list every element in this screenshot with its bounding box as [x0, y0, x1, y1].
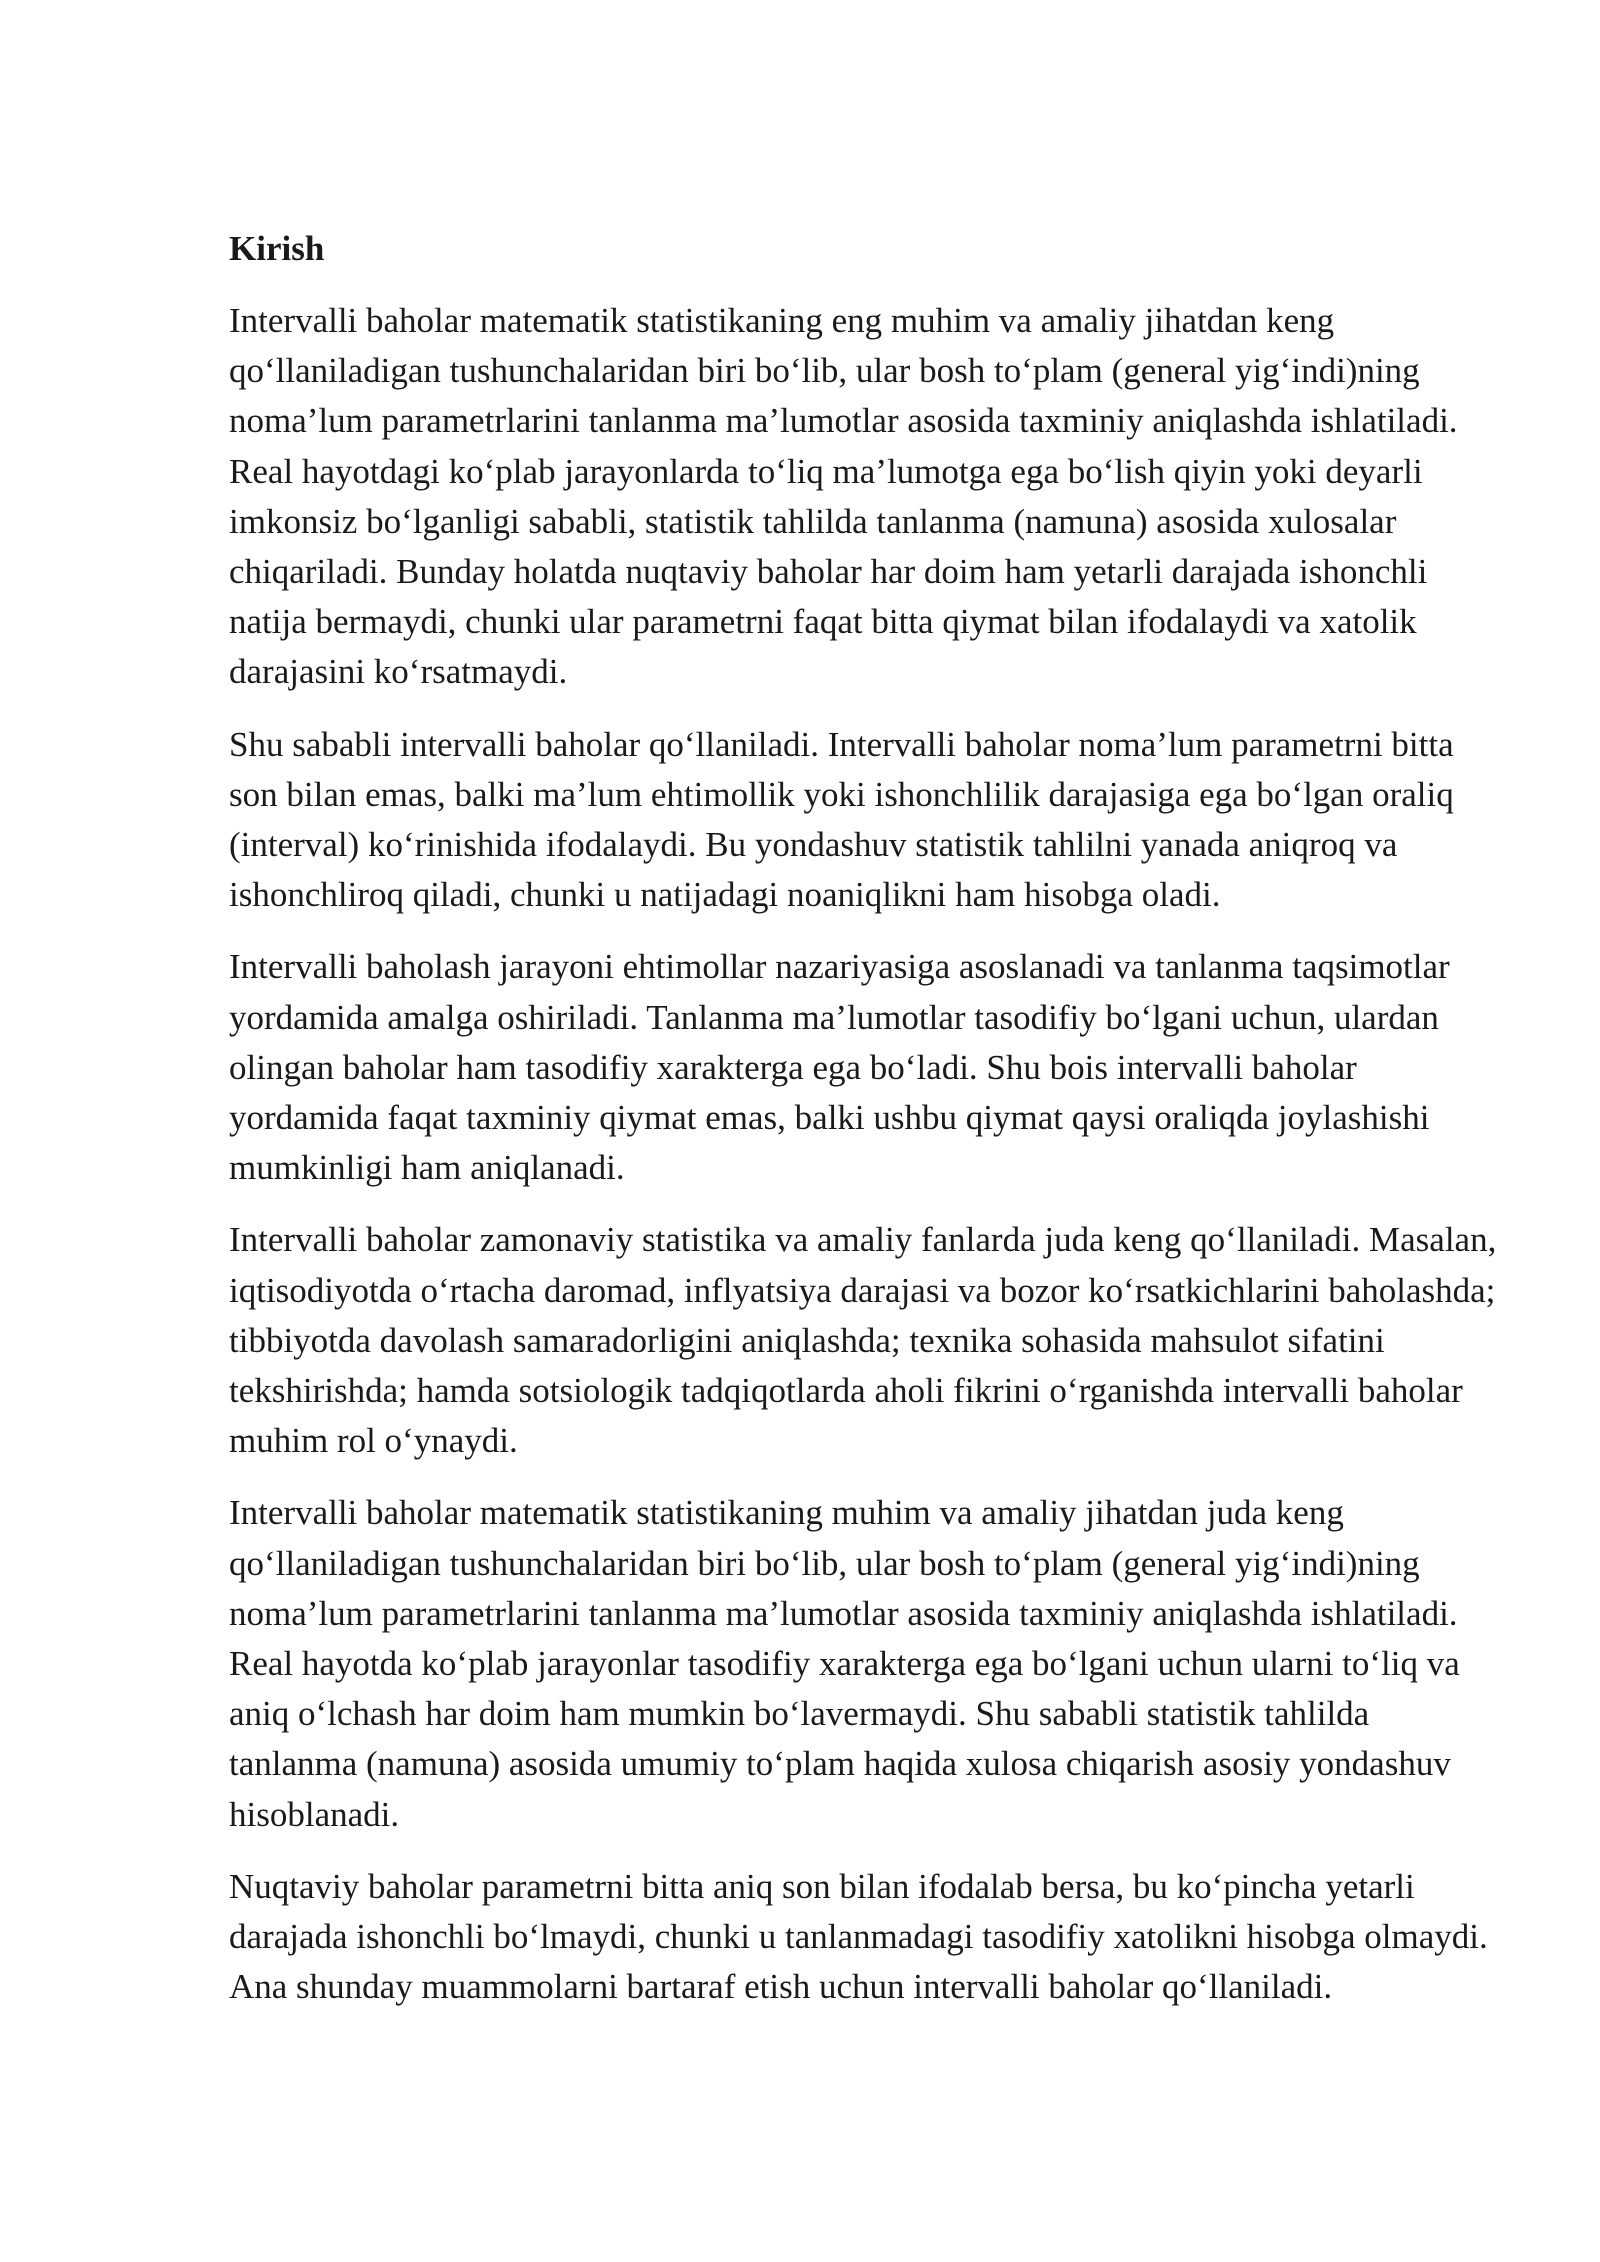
paragraph-6: Nuqtaviy baholar parametrni bitta aniq son bilan ifodalab bersa, bu ko‘pincha yetarli darajada ishonchli bo‘lmaydi, chunki u tanlanmadagi tasodifiy xatolikni hisobga olmaydi. Ana shunday muammolarni bartaraf etish uchun intervalli baholar qo‘llaniladi. — [229, 1866, 1488, 2007]
section-heading: Kirish — [229, 229, 325, 268]
paragraph-3: Intervalli baholash jarayoni ehtimollar nazariyasiga asoslanadi va tanlanma taqsimotlar yordamida amalga oshiriladi. Tanlanma ma’lumotlar tasodifiy bo‘lgani uchun, ulardan olingan baholar ham tasodifiy xarakterga ega bo‘ladi. Shu bois intervalli baholar yordamida faqat taxminiy qiymat emas, balki ushbu qiymat qaysi oraliqda joylashishi mumkinligi ham aniqlanadi. — [229, 947, 1450, 1188]
paragraph-5: Intervalli baholar matematik statistikaning muhim va amaliy jihatdan juda keng qo‘llaniladigan tushunchalaridan biri bo‘lib, ular bosh to‘plam (general yig‘indi)ning noma’lum parametrlarini tanlanma ma’lumotlar asosida taxminiy aniqlashda ishlatiladi. Real hayotda ko‘plab jarayonlar tasodifiy xarakterga ega bo‘lgani uchun ularni to‘liq va aniq o‘lchash har doim ham mumkin bo‘lavermaydi. Shu sababli statistik tahlilda tanlanma (namuna) asosida umumiy to‘plam haqida xulosa chiqarish asosiy yondashuv hisoblanadi. — [229, 1493, 1460, 1834]
document-body — [229, 224, 1504, 2035]
paragraph-4: Intervalli baholar zamonaviy statistika va amaliy fanlarda juda keng qo‘llaniladi. Masalan, iqtisodiyotda o‘rtacha daromad, inflyatsiya darajasi va bozor ko‘rsatkichlarini baholashda; tibbiyotda davolash samaradorligini aniqlashda; texnika sohasida mahsulot sifatini tekshirishda; hamda sotsiologik tadqiqotlarda aholi fikrini o‘rganishda intervalli baholar muhim rol o‘ynaydi. — [229, 1220, 1497, 1461]
paragraph-1: Intervalli baholar matematik statistikaning eng muhim va amaliy jihatdan keng qo‘llaniladigan tushunchalaridan biri bo‘lib, ular bosh to‘plam (general yig‘indi)ning noma’lum parametrlarini tanlanma ma’lumotlar asosida taxminiy aniqlashda ishlatiladi. Real hayotdagi ko‘plab jarayonlarda to‘liq ma’lumotga ega bo‘lish qiyin yoki deyarli imkonsiz bo‘lganligi sababli, statistik tahlilda tanlanma (namuna) asosida xulosalar chiqariladi. Bunday holatda nuqtaviy baholar har doim ham yetarli darajada ishonchli natija bermaydi, chunki ular parametrni faqat bitta qiymat bilan ifodalaydi va xatolik darajasini ko‘rsatmaydi. — [229, 301, 1458, 692]
paragraph-2: Shu sababli intervalli baholar qo‘llaniladi. Intervalli baholar noma’lum parametrni bitta son bilan emas, balki ma’lum ehtimollik yoki ishonchlilik darajasiga ega bo‘lgan oraliq (interval) ko‘rinishida ifodalaydi. Bu yondashuv statistik tahlilni yanada aniqroq va ishonchliroq qiladi, chunki u natijadagi noaniqlikni ham hisobga oladi. — [229, 724, 1454, 915]
